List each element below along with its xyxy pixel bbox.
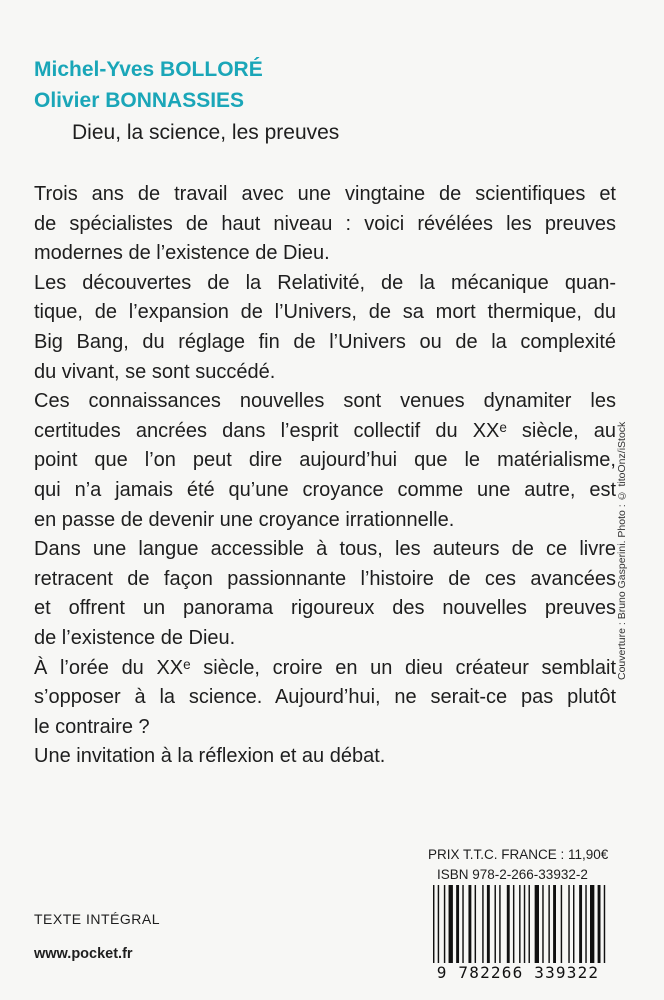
blurb-paragraph (34, 387, 616, 535)
price-label: PRIX T.T.C. FRANCE : 11,90€ (428, 847, 609, 862)
blurb-text (34, 180, 616, 772)
barcode-bar (598, 885, 601, 967)
barcode-bar (519, 885, 520, 967)
barcode-bar (482, 885, 483, 965)
blurb-line: le contraire ? (34, 715, 150, 738)
blurb-line: Big Bang, du réglage fin de l’Univers ou de la complexité (34, 330, 616, 353)
blurb-paragraph (34, 742, 616, 772)
barcode-bar (590, 885, 594, 965)
blurb-line: de spécialistes de haut niveau : voici révélées les preuves (34, 212, 616, 235)
barcode-bar (456, 885, 459, 965)
barcode (423, 885, 613, 990)
barcode-bar (433, 885, 434, 967)
blurb-line: s’opposer à la science. Aujourd’hui, ne serait-ce pas plutôt (34, 686, 616, 709)
authors-block (34, 54, 263, 116)
barcode-bar (529, 885, 530, 965)
barcode-digits: 9 782266 339322 (423, 963, 613, 982)
blurb-paragraph (34, 269, 616, 387)
barcode-bar (438, 885, 439, 967)
blurb-line: du vivant, se sont succédé. (34, 360, 276, 383)
barcode-bars (423, 885, 613, 967)
barcode-bar (561, 885, 562, 965)
blurb-line: point que l’on peut dire aujourd’hui que le matérialisme, (34, 449, 616, 472)
blurb-line: Les découvertes de la Relativité, de la mécanique quan- (34, 271, 616, 294)
blurb-line: Ces connaissances nouvelles sont venues dynamiter les (34, 390, 616, 413)
isbn-label: ISBN 978-2-266-33932-2 (437, 867, 588, 882)
blurb-paragraph (34, 654, 616, 743)
barcode-bar (495, 885, 496, 965)
publisher-website[interactable]: www.pocket.fr (34, 946, 133, 962)
barcode-bar (604, 885, 605, 967)
barcode-bar (568, 885, 569, 965)
barcode-bar (507, 885, 510, 965)
barcode-bar (542, 885, 543, 965)
blurb-line: retracent de façon passionnante l’histoire de ces avancées (34, 567, 616, 590)
author-name-2: Olivier BONNASSIES (34, 89, 245, 112)
book-title: Dieu, la science, les preuves (72, 121, 340, 144)
barcode-bar (499, 885, 500, 965)
barcode-bar (487, 885, 490, 965)
cover-credit: Couverture : Bruno Gasperini. Photo : © titoOnz/iStock (616, 421, 628, 680)
blurb-paragraph (34, 535, 616, 653)
blurb-line: Une invitation à la réflexion et au débat. (34, 745, 386, 768)
blurb-line: Trois ans de travail avec une vingtaine de scientifiques et (34, 183, 616, 205)
barcode-bar (535, 885, 539, 965)
blurb-paragraph (34, 180, 616, 269)
texte-integral-label: TEXTE INTÉGRAL (34, 911, 161, 927)
blurb-line: certitudes ancrées dans l’esprit collectif du XXᵉ siècle, au (34, 419, 616, 442)
barcode-bar (585, 885, 586, 965)
barcode-bar (524, 885, 525, 967)
blurb-line: Dans une langue accessible à tous, les auteurs de ce livre (34, 538, 616, 561)
barcode-bar (444, 885, 445, 965)
barcode-bar (553, 885, 556, 965)
barcode-bar (462, 885, 463, 965)
barcode-bar (468, 885, 471, 965)
author-name-1: Michel-Yves BOLLORÉ (34, 58, 263, 81)
blurb-line: modernes de l’existence de Dieu. (34, 242, 330, 265)
barcode-bar (449, 885, 453, 965)
barcode-bar (573, 885, 574, 965)
barcode-bar (548, 885, 549, 965)
blurb-line: À l’orée du XXᵉ siècle, croire en un dieu créateur semblait (34, 656, 616, 679)
blurb-line: en passe de devenir une croyance irrationnelle. (34, 508, 455, 531)
barcode-bar (579, 885, 582, 965)
barcode-bar (475, 885, 476, 965)
blurb-line: et offrent un panorama rigoureux des nouvelles preuves (34, 597, 616, 620)
blurb-line: tique, de l’expansion de l’Univers, de sa mort thermique, du (34, 301, 616, 324)
blurb-line: de l’existence de Dieu. (34, 626, 236, 649)
blurb-line: qui n’a jamais été qu’une croyance comme une autre, est (34, 478, 616, 501)
barcode-bar (513, 885, 514, 965)
